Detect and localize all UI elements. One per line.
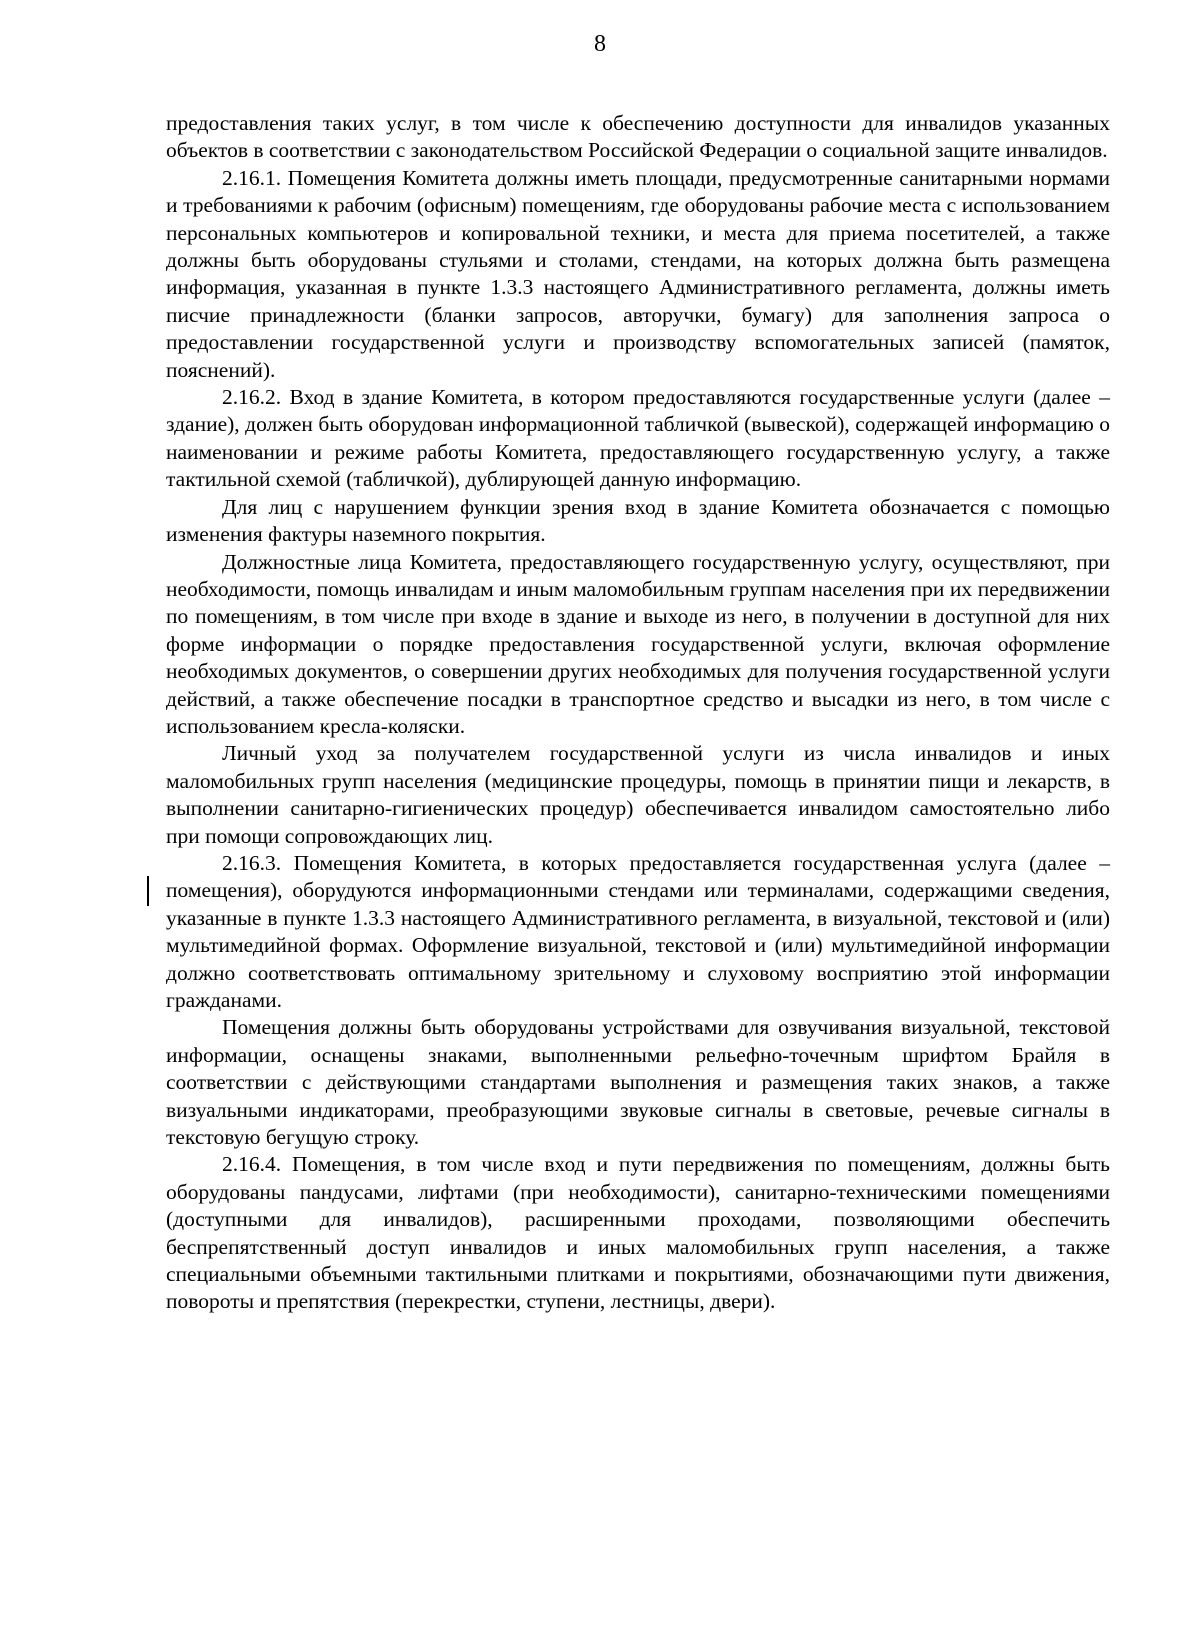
paragraph-continuation: предоставления таких услуг, в том числе к обеспечению доступности для инвалидов указанных объектов в соответствии с законодательством Российской Федерации о социальной защите инвалидов. [166,111,1110,163]
paragraph-2-16-2: 2.16.2. Вход в здание Комитета, в котором предоставляются государственные услуги (далее – здание), должен быть оборудован информационной табличкой (вывеской), содержащей информацию о наименовании и режиме работы Комитета, предоставляющего государственную услугу, а также тактильной схемой (табличкой), дублирующей данную информацию. [166,385,1110,492]
paragraph-2-16-3: 2.16.3. Помещения Комитета, в которых предоставляется государственная услуга (далее – помещения), оборудуются информационными стендами или терминалами, содержащими сведения, указанные в пункте 1.3.3 настоящего Административного регламента, в визуальной, текстовой и (или) мультимедийной формах. Оформление визуальной, текстовой и (или) мультимедийной информации должно соответствовать оптимальному зрительному и слуховому восприятию этой информации гражданами. [166,850,1110,1012]
paragraph-2-16-4: 2.16.4. Помещения, в том числе вход и пути передвижения по помещениям, должны быть оборудованы пандусами, лифтами (при необходимости), санитарно-техническими помещениями (доступными для инвалидов), расширенными проходами, позволяющими обеспечить беспрепятственный доступ инвалидов и иных маломобильных групп населения, а также специальными объемными тактильными плитками и покрытиями, обозначающими пути движения, повороты и препятствия (перекрестки, ступени, лестницы, двери). [166,1152,1110,1314]
paragraph-officials-assistance: Должностные лица Комитета, предоставляющего государственную услугу, осуществляют, при необходимости, помощь инвалидам и иным маломобильным группам населения при их передвижении по помещениям, в том числе при входе в здание и выходе из него, в получении в доступной для них форме информации о порядке предоставления государственной услуги, включая оформление необходимых документов, о совершении других необходимых для получения государственной услуги действий, а также обеспечение посадки в транспортное средство и высадки из него, в том числе с использованием кресла-коляски. [166,549,1110,738]
page-number: 8 [594,31,606,57]
paragraph-vision-impaired: Для лиц с нарушением функции зрения вход в здание Комитета обозначается с помощью изменения фактуры наземного покрытия. [166,494,1110,547]
margin-change-bar [147,876,149,906]
paragraph-2-16-1: 2.16.1. Помещения Комитета должны иметь площади, предусмотренные санитарными нормами и требованиями к рабочим (офисным) помещениям, где оборудованы рабочие места с использованием персональных компьютеров и копировальной техники, и места для приема посетителей, а также должны быть оборудованы стульями и столами, стендами, на которых должна быть размещена информация, указанная в пункте 1.3.3 настоящего Административного регламента, должны иметь писчие принадлежности (бланки запросов, авторучки, бумагу) для заполнения запроса о предоставлении государственной услуги и производству вспомогательных записей (памяток, пояснений). [166,165,1110,382]
document-body [166,110,1110,1316]
paragraph-voicing-devices: Помещения должны быть оборудованы устройствами для озвучивания визуальной, текстовой информации, оснащены знаками, выполненными рельефно-точечным шрифтом Брайля в соответствии с действующими стандартами выполнения и размещения таких знаков, а также визуальными индикаторами, преобразующими звуковые сигналы в световые, речевые сигналы в текстовую бегущую строку. [166,1015,1110,1150]
paragraph-personal-care: Личный уход за получателем государственной услуги из числа инвалидов и иных маломобильных групп населения (медицинские процедуры, помощь в принятии пищи и лекарств, в выполнении санитарно-гигиенических процедур) обеспечивается инвалидом самостоятельно либо при помощи сопровождающих лиц. [166,741,1110,848]
